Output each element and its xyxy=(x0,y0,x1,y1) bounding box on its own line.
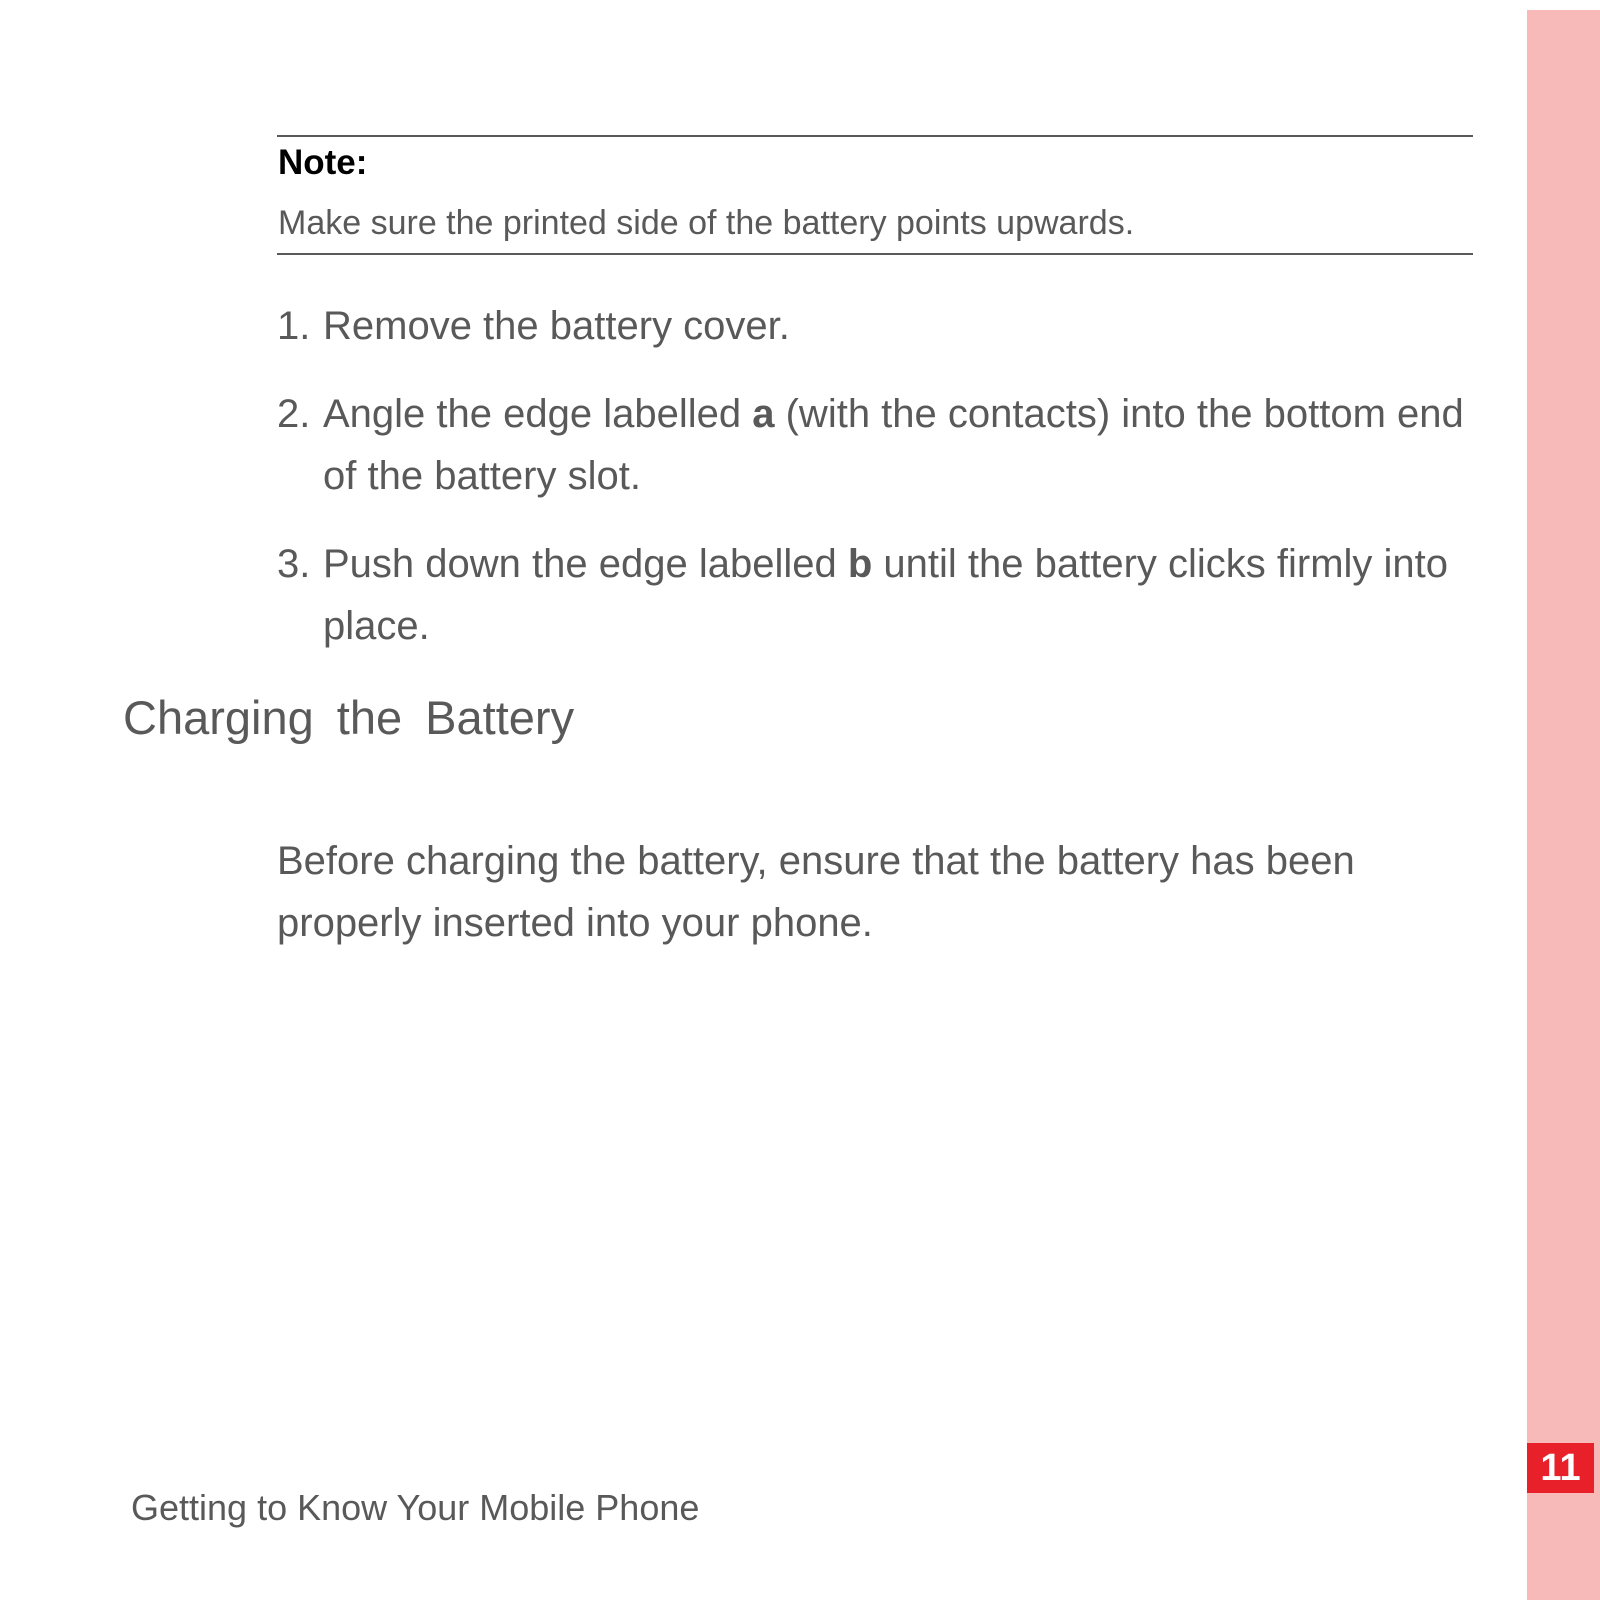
section-heading: Charging the Battery xyxy=(123,691,575,744)
step-text-end: until the battery clicks firmly into place. xyxy=(323,542,1449,648)
step-2 xyxy=(277,383,1477,507)
step-3 xyxy=(277,533,1477,657)
instruction-steps xyxy=(277,295,1477,683)
step-number: 1. xyxy=(277,304,311,348)
note-box xyxy=(277,135,1473,255)
note-title: Note: xyxy=(278,143,368,182)
step-1 xyxy=(277,295,1477,357)
step-text-start: Angle the edge labelled xyxy=(323,392,753,436)
edge-label-a: a xyxy=(752,392,775,436)
edge-label-b: b xyxy=(847,542,873,586)
section-paragraph: Before charging the battery, ensure that the battery has been properly inserted into your phone. xyxy=(277,839,1355,945)
step-number: 2. xyxy=(277,392,311,436)
page-number: 11 xyxy=(1527,1443,1594,1493)
side-color-band xyxy=(1527,10,1600,1600)
step-number: 3. xyxy=(277,542,311,586)
step-text-start: Push down the edge labelled xyxy=(323,542,848,586)
step-text: Remove the battery cover. xyxy=(323,304,790,348)
chapter-footer: Getting to Know Your Mobile Phone xyxy=(131,1487,700,1528)
step-text-end: (with the contacts) into the bottom end of the battery slot. xyxy=(323,392,1464,498)
note-text: Make sure the printed side of the battery points upwards. xyxy=(278,204,1135,242)
